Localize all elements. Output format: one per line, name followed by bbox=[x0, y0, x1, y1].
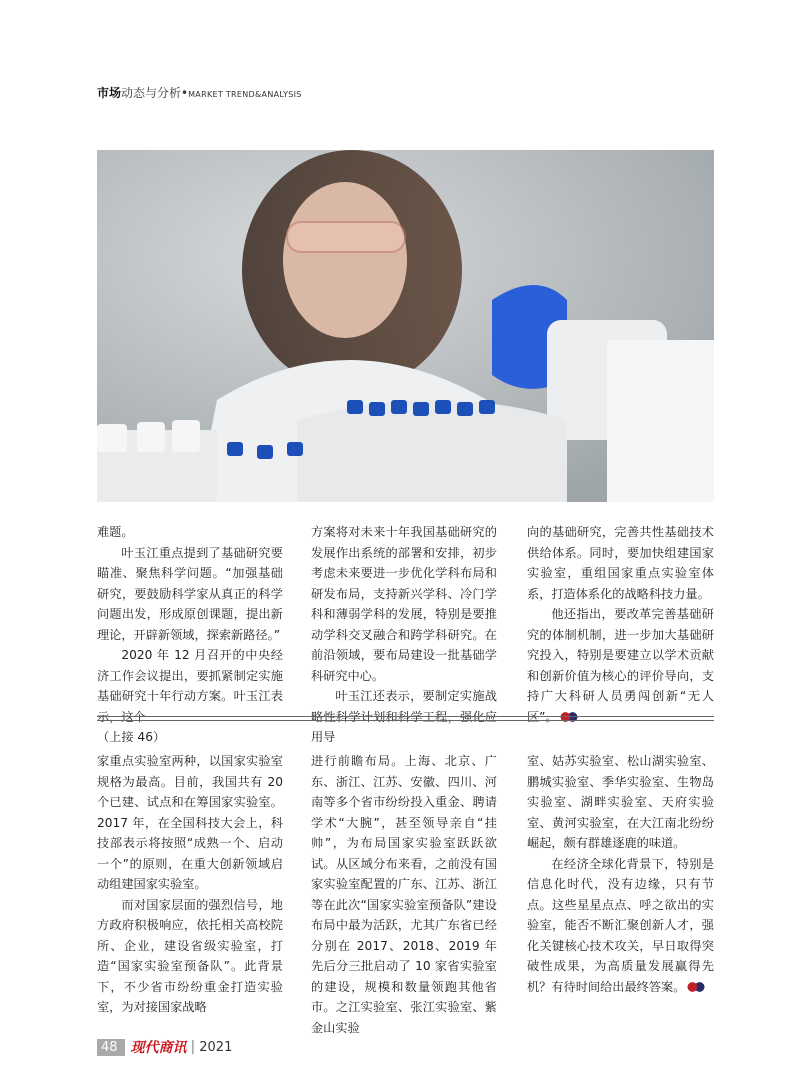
section-title-en: MARKET TREND&ANALYSIS bbox=[188, 90, 302, 99]
paragraph: 叶玉江重点提到了基础研究要瞄准、聚焦科学问题。“加强基础研究，要鼓励科学家从真正的科学问题出发，形成原创课题，提出新理论，开辟新领域，探索新路径。” bbox=[97, 545, 283, 642]
article-column-2 bbox=[311, 751, 497, 1038]
paragraph: 难题。 bbox=[97, 525, 134, 539]
page-footer bbox=[97, 1036, 232, 1058]
article-column-2 bbox=[311, 522, 497, 748]
paragraph: 向的基础研究，完善共性基础技术供给体系。同时，要加快组建国家实验室，重组国家重点实验室体系，打造体系化的战略科技力量。 bbox=[527, 525, 714, 601]
section-title: 动态与分析 bbox=[121, 86, 182, 100]
section-divider bbox=[97, 716, 714, 721]
article-column-1 bbox=[97, 751, 283, 1018]
paragraph: 他还指出，要改革完善基础研究的体制机制，进一步加大基础研究投入，特别是要建立以学术贡献和创新价值为核心的评价导向，支持广大科研人员勇闯创新“无人区”。 bbox=[527, 607, 714, 724]
paragraph: 2020 年 12 月召开的中央经济工作会议提出，要抓紧制定实施基础研究十年行动方案。叶玉江表示，这个 bbox=[97, 648, 283, 724]
continued-from-label: （上接 46） bbox=[97, 730, 166, 744]
paragraph: 而对国家层面的强烈信号，地方政府积极响应，依托相关高校院所、企业，建设省级实验室，打造“国家实验室预备队”。此背景下，不少省市纷纷重金打造实验室，为对接国家战略 bbox=[97, 897, 283, 1014]
magazine-logo: 现代商讯 bbox=[130, 1040, 187, 1056]
issue-year: 2021 bbox=[199, 1039, 233, 1055]
paragraph: 进行前瞻布局。上海、北京、广东、浙江、江苏、安徽、四川、河南等多个省市纷纷投入重金、聘请学术“大腕”，甚至领导亲自“挂帅”，为布局国家实验室跃跃欲试。从区域分布来看，之前没有国家实验室配置的广东、江苏、浙江等在此次“国家实验室预备队”建设布局中最为活跃，尤其广东省已经分别在 2017、2018、2019 年先后分三批启动了 10 家省实验室的建设，规模和数量领跑其他省市。之江实验室、张江实验室、紫金山实验 bbox=[311, 754, 497, 1035]
end-mark-icon bbox=[687, 982, 705, 992]
paragraph: 在经济全球化背景下，特别是信息化时代，没有边缘，只有节点。这些星星点点、呼之欲出的实验室，能否不断汇聚创新人才，强化关键核心技术攻关，早日取得突破性成果，为高质量发展赢得先机？有待时间给出最终答案。 bbox=[527, 856, 714, 994]
article-column-1 bbox=[97, 522, 283, 727]
paragraph: 家重点实验室两种，以国家实验室规格为最高。目前，我国共有 20 个已建、试点和在筹国家实验室。2017 年，在全国科技大会上，科技部表示将按照“成熟一个、启动一个”的原则，在重大创新领域启动组建国家实验室。 bbox=[97, 754, 283, 891]
section-header: 市场动态与分析•MARKET TREND&ANALYSIS bbox=[97, 86, 302, 100]
page-number: 48 bbox=[97, 1039, 125, 1056]
section-title-bold: 市场 bbox=[97, 86, 122, 100]
footer-separator: | bbox=[190, 1039, 196, 1055]
paragraph: 室、姑苏实验室、松山湖实验室、鹏城实验室、季华实验室、生物岛实验室、湖畔实验室、天府实验室、黄河实验室，在大江南北纷纷崛起，颇有群雄逐鹿的味道。 bbox=[527, 754, 714, 850]
paragraph: 方案将对未来十年我国基础研究的发展作出系统的部署和安排，初步考虑未来要进一步优化学科布局和研发布局，支持新兴学科、冷门学科和薄弱学科的发展，特别是要推动学科交叉融合和跨学科研究。在前沿领域，要布局建设一批基础学科研究中心。 bbox=[311, 525, 497, 683]
article-column-3 bbox=[527, 522, 714, 727]
article-column-3 bbox=[527, 751, 714, 997]
lab-photo bbox=[97, 150, 714, 502]
paragraph: 叶玉江还表示，要制定实施战略性科学计划和科学工程，强化应用导 bbox=[311, 689, 497, 744]
